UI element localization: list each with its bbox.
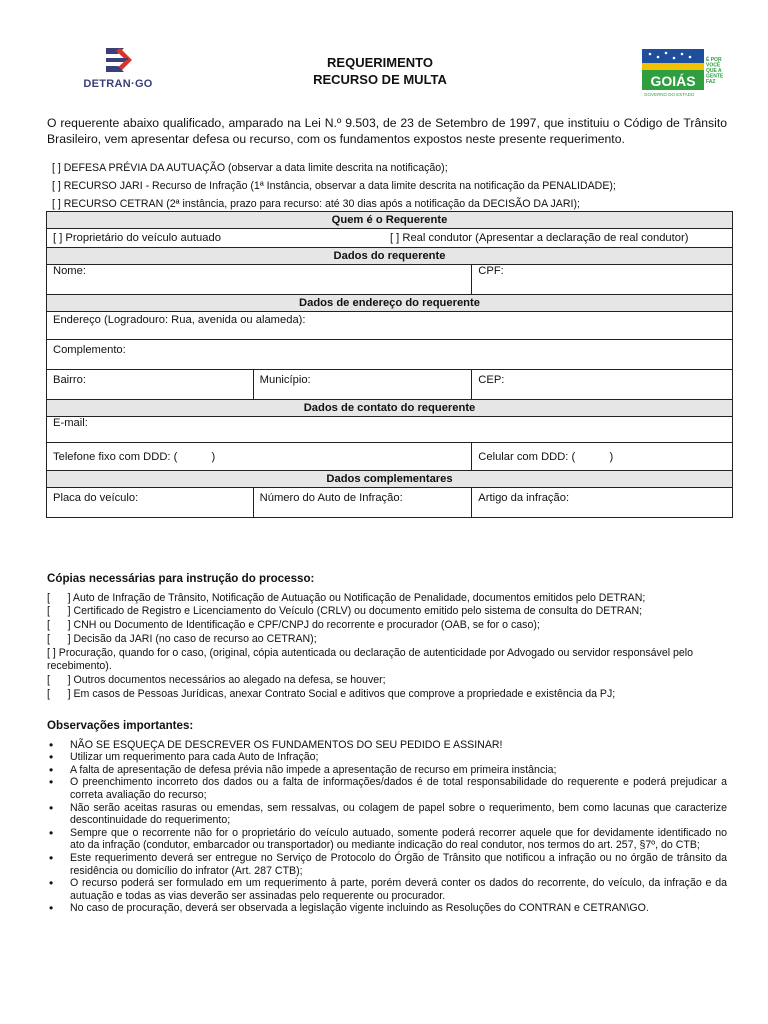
option-recurso-jari[interactable]: [ ] RECURSO JARI - Recurso de Infração (1ª Instância, observar a data limite descrita na notificação da PENALIDADE); [52, 180, 616, 192]
observation-item: • Não serão aceitas rasuras ou emendas, sem ressalvas, ou colagem de papel sobre o requerimento, bem como lacunas que caracterize descontinuidade do requerimento; [47, 802, 727, 827]
goias-logo-text: GOIÁS [650, 73, 696, 89]
section-endereco-title: Dados de endereço do requerente [47, 295, 733, 312]
checkbox-proprietario[interactable]: [ ] Proprietário do veículo autuado [47, 229, 384, 248]
copies-title: Cópias necessárias para instrução do processo: [47, 572, 315, 585]
option-recurso-cetran[interactable]: [ ] RECURSO CETRAN (2ª instância, prazo para recurso: até 30 dias após a notificação da DECISÃO DA JARI); [52, 198, 580, 210]
field-cpf[interactable]: CPF: [472, 265, 733, 295]
copies-item[interactable]: [ ] Em casos de Pessoas Jurídicas, anexar Contrato Social e aditivos que comprove a propriedade e existência da PJ; [47, 687, 616, 700]
field-bairro[interactable]: Bairro: [47, 370, 254, 400]
observation-item: • O preenchimento incorreto dos dados ou a falta de informações/dados é de total responsabilidade do requerente e poderá prejudicar a correta avaliação do recurso; [47, 776, 727, 801]
observation-item: • NÃO SE ESQUEÇA DE DESCREVER OS FUNDAMENTOS DO SEU PEDIDO E ASSINAR! [47, 739, 727, 752]
section-contato-title: Dados de contato do requerente [47, 400, 733, 417]
field-complemento[interactable]: Complemento: [47, 340, 733, 370]
observation-item: • O recurso poderá ser formulado em um requerimento à parte, porém deverá conter os dados do recorrente, do veículo, da infração e da autuação e todas as vias deverão ser assinadas pelo requerente ou procurador. [47, 877, 727, 902]
copies-item[interactable]: [ ] Certificado de Registro e Licenciamento do Veículo (CRLV) ou documento emitido pelo sistema de consulta do DETRAN; [47, 605, 643, 618]
page-title [250, 54, 510, 88]
goias-logo [640, 49, 724, 98]
field-municipio[interactable]: Município: [253, 370, 472, 400]
checkbox-real-condutor[interactable]: [ ] Real condutor (Apresentar a declaração de real condutor) [384, 229, 733, 248]
observation-item: • No caso de procuração, deverá ser observada a legislação vigente incluindo as Resoluções do CONTRAN e CETRAN\GO. [47, 902, 727, 915]
observation-item: • Utilizar um requerimento para cada Auto de Infração; [47, 751, 727, 764]
intro-paragraph: O requerente abaixo qualificado, amparado na Lei N.º 9.503, de 23 de Setembro de 1997, que instituiu o Código de Trânsito Brasileiro, vem apresentar defesa ou recurso, com os fundamentos expostos neste presente requerimento. [47, 116, 727, 146]
observations-list [47, 739, 727, 915]
request-type-options [52, 159, 732, 213]
goias-emblem-icon [640, 49, 724, 98]
field-cep[interactable]: CEP: [472, 370, 733, 400]
section-dados-title: Dados do requerente [47, 248, 733, 265]
field-email[interactable]: E-mail: [47, 417, 733, 443]
field-placa[interactable]: Placa do veículo: [47, 488, 254, 518]
option-defesa-previa[interactable]: [ ] DEFESA PRÉVIA DA AUTUAÇÃO (observar a data limite descrita na notificação); [52, 162, 448, 174]
observation-item: • Sempre que o recorrente não for o proprietário do veículo autuado, somente poderá recorrer aquele que for devidamente identificado no ato da infração (condutor, embarcador ou transportador) ou mediante indicação do real condutor, nos termos do art. 257, §7º, do CTB; [47, 827, 727, 852]
section-complementares-title: Dados complementares [47, 471, 733, 488]
copies-section [47, 572, 733, 701]
copies-item[interactable]: [ ] Decisão da JARI (no caso de recurso ao CETRAN); [47, 632, 317, 645]
detran-logo-text: DETRAN·GO [83, 78, 153, 90]
field-telefone[interactable]: Telefone fixo com DDD: ( ) [47, 443, 472, 471]
copies-item[interactable]: [ ] CNH ou Documento de Identificação e CPF/CNPJ do recorrente e procurador (OAB, se for o caso); [47, 619, 540, 632]
observations-section [47, 720, 727, 915]
svg-text:É PORVOCÊQUE AGENTEFAZ: É POR VOCÊ QUE A GENTE FAZ [706, 57, 724, 85]
title-line-1: REQUERIMENTO [327, 55, 433, 70]
observation-item: • Este requerimento deverá ser entregue no Serviço de Protocolo do Órgão de Trânsito que notificou a infração ou no órgão de trânsito da residência ou domicílio do infrator (Art. 287 CTB); [47, 852, 727, 877]
copies-item[interactable]: [ ] Procuração, quando for o caso, (original, cópia autenticada ou declaração de autenticidade por Advogado ou servidor responsável pelo recebimento). [47, 646, 694, 673]
detran-emblem-icon [76, 44, 160, 78]
field-artigo[interactable]: Artigo da infração: [472, 488, 733, 518]
goias-logo-sub: GOVERNO DO ESTADO [644, 92, 695, 97]
field-auto-infracao[interactable]: Número do Auto de Infração: [253, 488, 472, 518]
request-form [46, 211, 733, 518]
section-quem-title: Quem é o Requerente [47, 212, 733, 229]
field-celular[interactable]: Celular com DDD: ( ) [472, 443, 733, 471]
observations-title: Observações importantes: [47, 719, 194, 732]
copies-item[interactable]: [ ] Outros documentos necessários ao alegado na defesa, se houver; [47, 673, 386, 686]
field-nome[interactable]: Nome: [47, 265, 472, 295]
observation-item: • A falta de apresentação de defesa prévia não impede a apresentação de recurso em primeira instância; [47, 764, 727, 777]
field-endereco[interactable]: Endereço (Logradouro: Rua, avenida ou alameda): [47, 312, 733, 340]
copies-item[interactable]: [ ] Auto de Infração de Trânsito, Notificação de Autuação ou Notificação de Penalidade, documentos emitidos pelo DETRAN; [47, 591, 646, 604]
title-line-2: RECURSO DE MULTA [313, 72, 447, 87]
detran-logo [76, 44, 160, 94]
